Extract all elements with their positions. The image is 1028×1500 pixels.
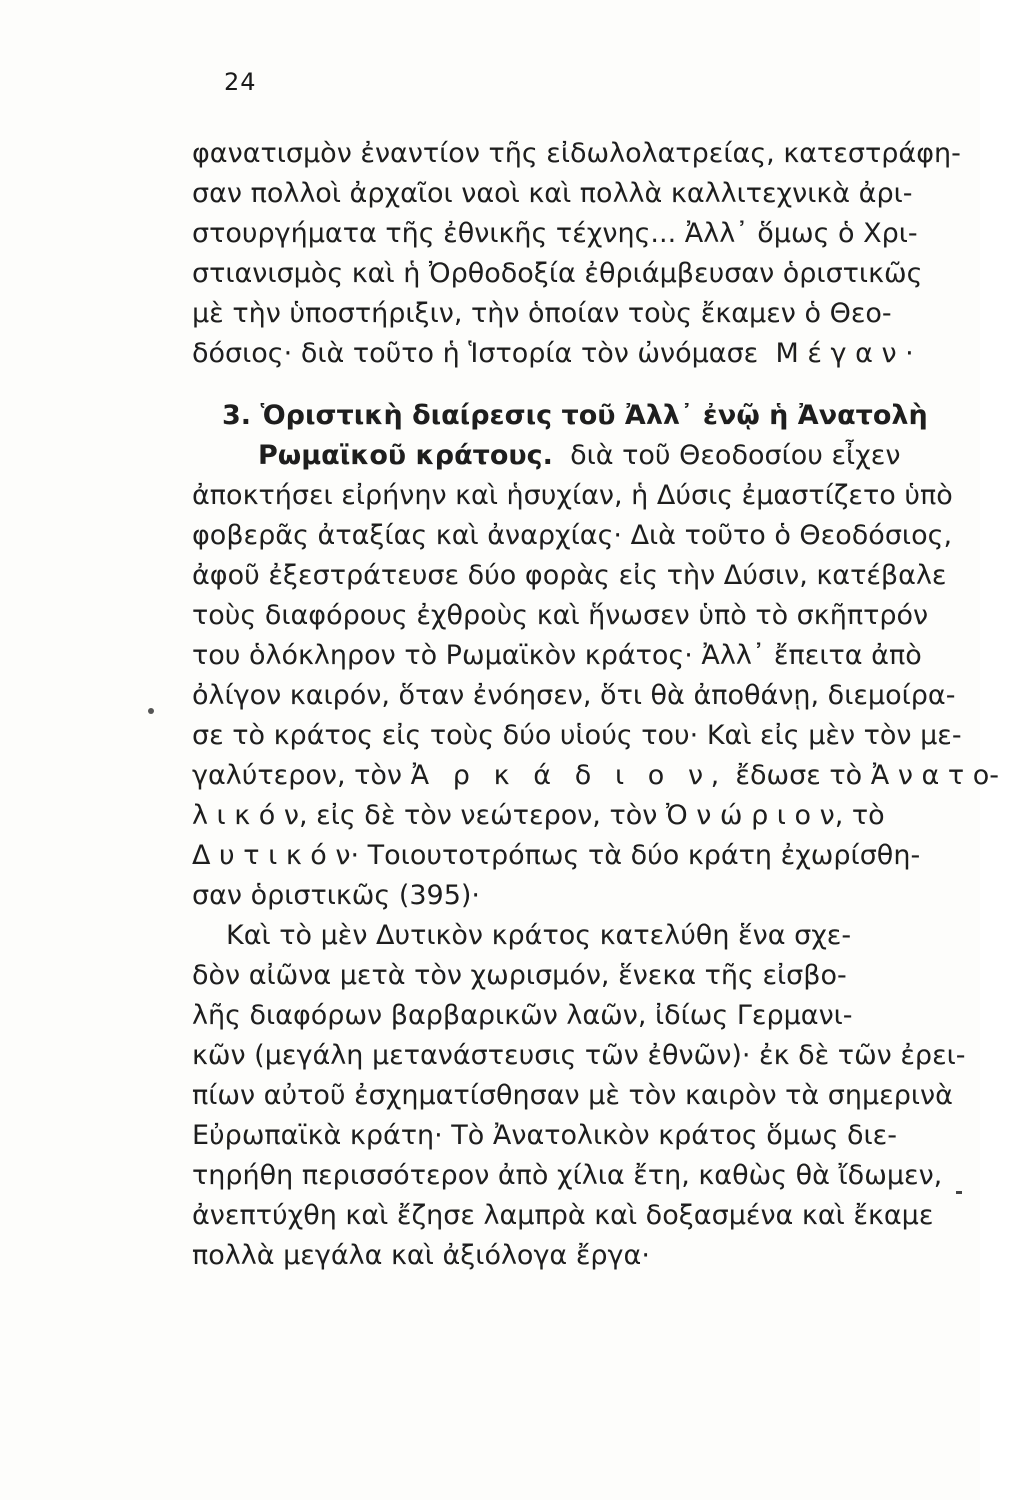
spaced-word: Ἀ ν α τ ο- xyxy=(870,760,999,791)
text-line: μὲ τὴν ὑποστήριξιν, τὴν ὁποίαν τοὺς ἔκαμεν ὁ Θεο- xyxy=(192,298,892,329)
text-line: του ὁλόκληρον τὸ Ρωμαϊκὸν κράτος· Ἀλλ᾽ ἔπειτα ἀπὸ xyxy=(192,640,922,671)
margin-dot xyxy=(148,708,154,714)
text-line: σαν ὁριστικῶς (395)· xyxy=(192,880,481,911)
text-segment: Τοιουτοτρόπως τὰ δύο κράτη ἐχωρίσθη- xyxy=(367,840,921,871)
text-line: ἀνεπτύχθη καὶ ἔζησε λαμπρὰ καὶ δοξασμένα καὶ ἔκαμε xyxy=(192,1200,934,1231)
text-line: τοὺς διαφόρους ἐχθροὺς καὶ ἥνωσεν ὑπὸ τὸ σκῆπτρόν xyxy=(192,600,929,631)
spaced-word: Μ έ γ α ν · xyxy=(775,338,914,369)
spaced-word: Ἀ ρ κ ά δ ι ο ν, xyxy=(410,760,727,791)
margin-mark xyxy=(956,1191,962,1194)
text-line xyxy=(192,336,962,372)
text-line: Εὐρωπαϊκὰ κράτη· Τὸ Ἀνατολικὸν κράτος ὅμως διε- xyxy=(192,1120,898,1151)
spaced-word: Ὀ ν ώ ρ ι ο ν, xyxy=(665,800,844,831)
text-line: δὸν αἰῶνα μετὰ τὸν χωρισμόν, ἕνεκα τῆς εἰσβο- xyxy=(192,960,847,991)
text-line: φοβερᾶς ἀταξίας καὶ ἀναρχίας· Διὰ τοῦτο ὁ Θεοδόσιος, xyxy=(192,520,953,551)
text-line: πολλὰ μεγάλα καὶ ἀξιόλογα ἔργα· xyxy=(192,1240,650,1271)
text-line: φανατισμὸν ἐναντίον τῆς εἰδωλολατρείας, κατεστράφη- xyxy=(192,138,961,169)
page-number: 24 xyxy=(224,68,257,96)
text-segment: τὸ xyxy=(851,800,885,831)
text-line: στουργήματα τῆς ἐθνικῆς τέχνης... Ἀλλ᾽ ὅμως ὁ Χρι- xyxy=(192,218,918,249)
spaced-word: Δ υ τ ι κ ό ν· xyxy=(192,840,360,871)
text-line: σε τὸ κράτος εἰς τοὺς δύο υἱούς του· Καὶ εἰς μὲν τὸν με- xyxy=(192,720,962,751)
text-line xyxy=(192,798,962,834)
text-segment: γαλύτερον, τὸν xyxy=(192,760,402,791)
text-line: τηρήθη περισσότερον ἀπὸ χίλια ἔτη, καθὼς θὰ ἴδωμεν, xyxy=(192,1160,943,1191)
text-line: σαν πολλοὶ ἀρχαῖοι ναοὶ καὶ πολλὰ καλλιτεχνικὰ ἀρι- xyxy=(192,178,913,209)
text-line: λῆς διαφόρων βαρβαρικῶν λαῶν, ἰδίως Γερμανι- xyxy=(192,1000,853,1031)
spaced-word: λ ι κ ό ν, xyxy=(192,800,308,831)
text-line: πίων αὐτοῦ ἐσχηματίσθησαν μὲ τὸν καιρὸν τὰ σημερινὰ xyxy=(192,1080,953,1111)
text-segment: διὰ τοῦ Θεοδοσίου εἶχεν xyxy=(570,440,901,471)
text-line: στιανισμὸς καὶ ἡ Ὀρθοδοξία ἐθριάμβευσαν ὁριστικῶς xyxy=(192,258,923,289)
text-line: κῶν (μεγάλη μετανάστευσις τῶν ἐθνῶν)· ἐκ δὲ τῶν ἐρει- xyxy=(192,1040,966,1071)
section-heading: 3. Ὁριστικὴ διαίρεσις τοῦ Ἀλλ᾽ ἐνῷ ἡ Ἀνατολὴ xyxy=(222,400,928,431)
text-segment: ἔδωσε τὸ xyxy=(735,760,863,791)
text-line: ἀφοῦ ἐξεστράτευσε δύο φορὰς εἰς τὴν Δύσιν, κατέβαλε xyxy=(192,560,947,591)
text-line xyxy=(192,758,999,794)
section-heading-continued: Ρωμαϊκοῦ κράτους. xyxy=(258,440,553,471)
text-line xyxy=(192,838,962,874)
text-line: ὀλίγον καιρόν, ὅταν ἐνόησεν, ὅτι θὰ ἀποθάνῃ, διεμοίρα- xyxy=(192,680,956,711)
text-segment: εἰς δὲ τὸν νεώτερον, τὸν xyxy=(316,800,658,831)
paragraph-first-line: Καὶ τὸ μὲν Δυτικὸν κράτος κατελύθη ἕνα σχε- xyxy=(226,920,852,951)
text-line xyxy=(258,438,1028,474)
text-segment: δόσιος· διὰ τοῦτο ἡ Ἱστορία τὸν ὠνόμασε xyxy=(192,338,759,369)
text-line: ἀποκτήσει εἰρήνην καὶ ἡσυχίαν, ἡ Δύσις ἐμαστίζετο ὑπὸ xyxy=(192,480,953,511)
